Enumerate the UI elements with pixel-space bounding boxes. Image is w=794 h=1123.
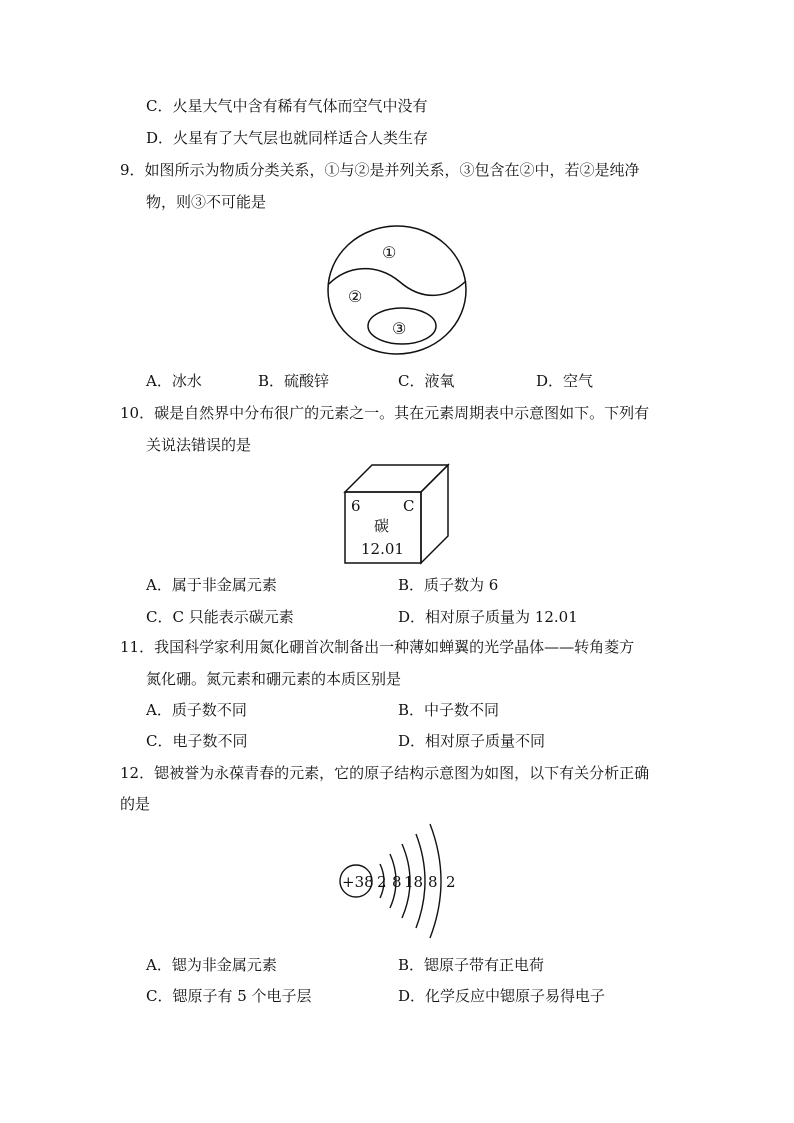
q12-stem-line1: 12．锶被誉为永葆青春的元素，它的原子结构示意图为如图，以下有关分析正确 — [120, 764, 650, 782]
q9-classification-diagram — [326, 224, 468, 356]
q10-stem-line2: 关说法错误的是 — [146, 436, 252, 454]
shell-electrons-1: 2 — [377, 873, 387, 891]
atomic-number: 6 — [351, 497, 361, 515]
q9-option-a: A．冰水 — [146, 372, 202, 390]
q10-option-b: B．质子数为 6 — [398, 576, 499, 594]
q12-option-c: C．锶原子有 5 个电子层 — [146, 987, 312, 1005]
q10-stem-line1: 10．碳是自然界中分布很广的元素之一。其在元素周期表中示意图如下。下列有 — [120, 404, 650, 422]
q8-option-d: D．火星有了大气层也就同样适合人类生存 — [146, 129, 429, 147]
q12-stem-line2: 的是 — [120, 795, 151, 813]
q9-option-b: B．硫酸锌 — [258, 372, 330, 390]
shell-electrons-3: 18 — [404, 873, 424, 891]
q9-stem-line2: 物，则③不可能是 — [146, 193, 267, 211]
element-name: 碳 — [374, 517, 390, 535]
element-symbol: C — [403, 497, 415, 515]
q11-stem-line2: 氮化硼。氮元素和硼元素的本质区别是 — [146, 670, 402, 688]
cube-side-face — [421, 465, 448, 563]
q11-option-b: B．中子数不同 — [398, 701, 500, 719]
label-1: ① — [382, 243, 397, 262]
atomic-mass: 12.01 — [361, 540, 404, 558]
label-3: ③ — [392, 319, 407, 338]
q9-stem-line1: 9．如图所示为物质分类关系，①与②是并列关系，③包含在②中，若②是纯净 — [120, 161, 640, 179]
q12-option-b: B．锶原子带有正电荷 — [398, 956, 545, 974]
q11-stem-line1: 11．我国科学家利用氮化硼首次制备出一种薄如蝉翼的光学晶体——转角菱方 — [120, 638, 635, 656]
shell-electrons-5: 2 — [446, 873, 456, 891]
q8-option-c: C．火星大气中含有稀有气体而空气中没有 — [146, 97, 428, 115]
cube-top-face — [345, 465, 448, 492]
shell-electrons-2: 8 — [392, 873, 402, 891]
q11-option-d: D．相对原子质量不同 — [398, 732, 546, 750]
q12-option-a: A．锶为非金属元素 — [146, 956, 277, 974]
q9-option-d: D．空气 — [536, 372, 594, 390]
q10-option-c: C．C 只能表示碳元素 — [146, 608, 294, 626]
q12-atomic-structure-diagram — [336, 820, 466, 942]
q12-option-d: D．化学反应中锶原子易得电子 — [398, 987, 606, 1005]
shell-electrons-4: 8 — [428, 873, 438, 891]
q10-option-a: A．属于非金属元素 — [146, 576, 277, 594]
q10-element-cube — [340, 462, 452, 566]
nucleus-charge: +38 — [342, 873, 374, 891]
q10-option-d: D．相对原子质量为 12.01 — [398, 608, 578, 626]
label-2: ② — [348, 287, 363, 306]
q11-option-a: A．质子数不同 — [146, 701, 247, 719]
q9-option-c: C．液氧 — [398, 372, 455, 390]
q11-option-c: C．电子数不同 — [146, 732, 248, 750]
